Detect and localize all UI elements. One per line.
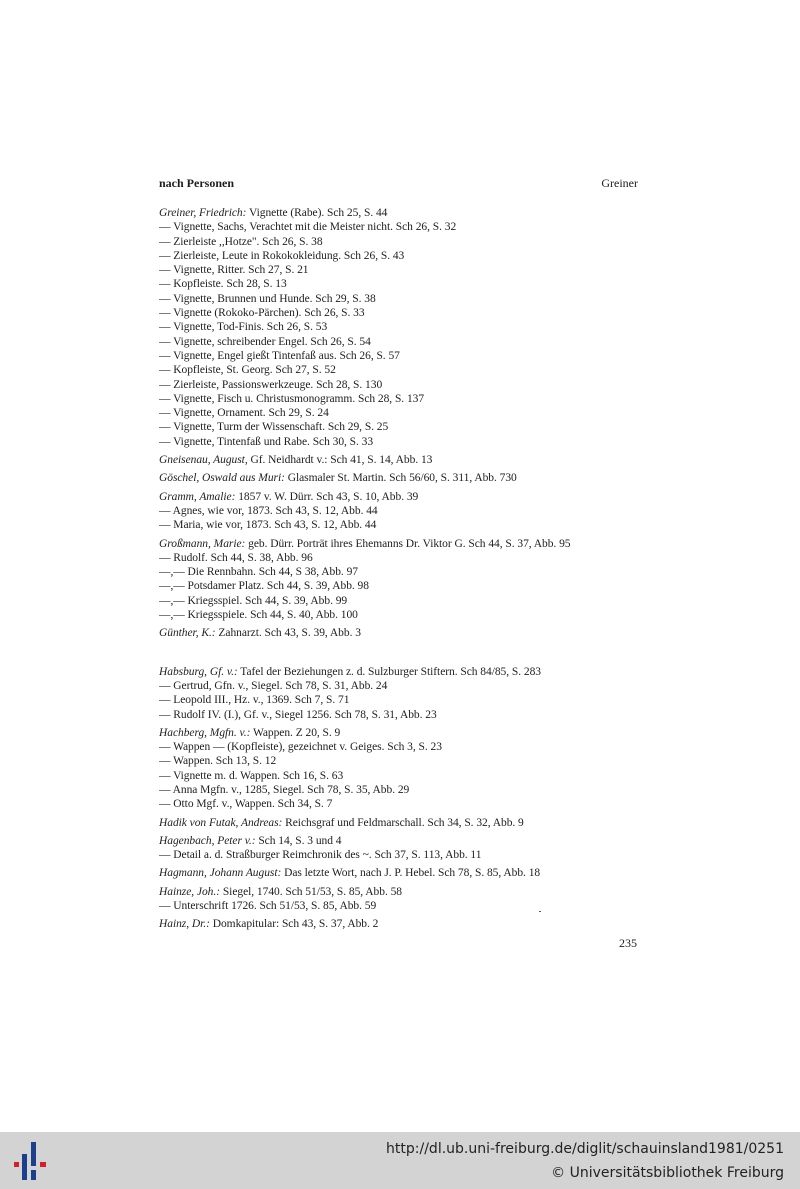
index-entry-line (159, 769, 649, 783)
index-entry-line (159, 471, 649, 485)
index-entry-line (159, 490, 649, 504)
index-entry-line (159, 834, 649, 848)
index-entry-line (159, 848, 649, 862)
index-entry-line (159, 277, 649, 291)
entry-reference-text: Glasmaler St. Martin. Sch 56/60, S. 311, Abb. 730 (284, 472, 517, 485)
entry-person-name: Hadik von Futak, Andreas: (159, 816, 283, 829)
index-entry-line (159, 335, 649, 349)
entry-reference-text: — Detail a. d. Straßburger Reimchronik des ~. Sch 37, S. 113, Abb. 11 (159, 849, 482, 862)
entry-reference-text: Gf. Neidhardt v.: Sch 41, S. 14, Abb. 13 (247, 454, 433, 467)
entry-person-name: Gneisenau, August, (159, 454, 248, 467)
entry-reference-text: Das letzte Wort, nach J. P. Hebel. Sch 78, S. 85, Abb. 18 (281, 867, 541, 880)
running-head-right: Greiner (601, 176, 638, 190)
index-entry-line (159, 754, 649, 768)
page-number: 235 (619, 936, 637, 950)
entry-reference-text: — Maria, wie vor, 1873. Sch 43, S. 12, Abb. 44 (159, 519, 377, 532)
entry-reference-text: 1857 v. W. Dürr. Sch 43, S. 10, Abb. 39 (235, 490, 419, 503)
entry-reference-text: — Vignette, Sachs, Verachtet mit die Meister nicht. Sch 26, S. 32 (159, 221, 457, 234)
index-entry-line (159, 866, 649, 880)
index-entry-line (159, 726, 649, 740)
entry-reference-text: — Rudolf IV. (I.), Gf. v., Siegel 1256. Sch 78, S. 31, Abb. 23 (159, 708, 437, 721)
entry-reference-text: —,— Die Rennbahn. Sch 44, S 38, Abb. 97 (159, 566, 358, 579)
entry-reference-text: — Anna Mgfn. v., 1285, Siegel. Sch 78, S. 35, Abb. 29 (159, 783, 410, 796)
index-entry-line (159, 453, 649, 467)
entry-reference-text: Domkapitular: Sch 43, S. 37, Abb. 2 (209, 918, 379, 931)
entry-reference-text: — Vignette, Tintenfaß und Rabe. Sch 30, S. 33 (159, 435, 374, 448)
index-entry-line (159, 220, 649, 234)
index-entry-line (159, 306, 649, 320)
index-entry-line (159, 783, 649, 797)
index-entry-line (159, 249, 649, 263)
entry-reference-text: —,— Kriegsspiele. Sch 44, S. 40, Abb. 100 (159, 609, 358, 622)
index-entry-line (159, 420, 649, 434)
entry-reference-text: Reichsgraf und Feldmarschall. Sch 34, S. 32, Abb. 9 (282, 816, 524, 829)
scan-speck (539, 911, 541, 912)
index-entry-line (159, 797, 649, 811)
index-entry-line (159, 708, 649, 722)
entry-reference-text: — Gertrud, Gfn. v., Siegel. Sch 78, S. 31, Abb. 24 (159, 679, 388, 692)
entry-reference-text: — Vignette, Ornament. Sch 29, S. 24 (159, 407, 329, 420)
entry-reference-text: — Wappen — (Kopfleiste), gezeichnet v. Geiges. Sch 3, S. 23 (159, 741, 442, 754)
entry-reference-text: — Vignette, schreibender Engel. Sch 26, S. 54 (159, 335, 371, 348)
entry-reference-text: — Zierleiste, Leute in Rokokokleidung. Sch 26, S. 43 (159, 249, 405, 262)
index-entry-line (159, 565, 649, 579)
entry-reference-text: Sch 14, S. 3 und 4 (255, 834, 342, 847)
entry-reference-text: — Agnes, wie vor, 1873. Sch 43, S. 12, Abb. 44 (159, 504, 378, 517)
index-entry-line (159, 693, 649, 707)
entry-person-name: Hagmann, Johann August: (159, 867, 282, 880)
entry-reference-text: Wappen. Z 20, S. 9 (250, 726, 341, 739)
entry-person-name: Hagenbach, Peter v.: (159, 834, 256, 847)
entry-reference-text: —,— Potsdamer Platz. Sch 44, S. 39, Abb. 98 (159, 580, 369, 593)
index-entry-line (159, 235, 649, 249)
entry-person-name: Hachberg, Mgfn. v.: (159, 726, 251, 739)
index-entry-line (159, 378, 649, 392)
index-entry-line (159, 594, 649, 608)
entry-person-name: Günther, K.: (159, 627, 216, 640)
entry-person-name: Greiner, Friedrich: (159, 207, 247, 219)
entry-reference-text: — Vignette, Brunnen und Hunde. Sch 29, S. 38 (159, 292, 376, 305)
entry-reference-text: — Vignette m. d. Wappen. Sch 16, S. 63 (159, 769, 344, 782)
index-entry-line (159, 665, 649, 679)
index-entry-line (159, 206, 649, 220)
index-entries (159, 206, 649, 932)
entry-reference-text: — Vignette, Tod-Finis. Sch 26, S. 53 (159, 321, 328, 334)
index-entry-line (159, 679, 649, 693)
entry-reference-text: — Kopfleiste. Sch 28, S. 13 (159, 278, 287, 291)
index-entry-line (159, 349, 649, 363)
entry-reference-text: — Zierleiste ,,Hotze". Sch 26, S. 38 (159, 235, 323, 248)
index-entry-line (159, 406, 649, 420)
entry-reference-text: — Vignette, Fisch u. Christusmonogramm. Sch 28, S. 137 (159, 392, 425, 405)
index-entry-line (159, 537, 649, 551)
entry-reference-text: — Kopfleiste, St. Georg. Sch 27, S. 52 (159, 364, 336, 377)
index-entry-line (159, 917, 649, 931)
entry-reference-text: — Vignette, Ritter. Sch 27, S. 21 (159, 264, 309, 277)
ub-freiburg-logo-icon (10, 1140, 52, 1182)
index-entry-line (159, 608, 649, 622)
entry-person-name: Hainz, Dr.: (159, 918, 210, 931)
index-entry-line (159, 626, 649, 640)
entry-reference-text: — Zierleiste, Passionswerkzeuge. Sch 28, S. 130 (159, 378, 383, 391)
index-entry-line (159, 899, 649, 913)
entry-reference-text: geb. Dürr. Porträt ihres Ehemanns Dr. Viktor G. Sch 44, S. 37, Abb. 95 (245, 537, 571, 550)
index-entry-line (159, 363, 649, 377)
index-entry-line (159, 292, 649, 306)
entry-person-name: Göschel, Oswald aus Muri: (159, 472, 285, 485)
index-entry-line (159, 263, 649, 277)
entry-reference-text: Zahnarzt. Sch 43, S. 39, Abb. 3 (215, 627, 361, 640)
entry-person-name: Habsburg, Gf. v.: (159, 665, 238, 678)
index-entry-line (159, 392, 649, 406)
entry-reference-text: — Rudolf. Sch 44, S. 38, Abb. 96 (159, 551, 313, 564)
index-entry-line (159, 504, 649, 518)
entry-reference-text: Vignette (Rabe). Sch 25, S. 44 (246, 207, 388, 219)
entry-reference-text: — Vignette, Turm der Wissenschaft. Sch 29, S. 25 (159, 421, 389, 434)
entry-reference-text: Siegel, 1740. Sch 51/53, S. 85, Abb. 58 (220, 885, 403, 898)
index-entry-line (159, 579, 649, 593)
entry-reference-text: — Vignette, Engel gießt Tintenfaß aus. Sch 26, S. 57 (159, 349, 400, 362)
entry-reference-text: — Leopold III., Hz. v., 1369. Sch 7, S. 71 (159, 694, 350, 707)
permalink-url[interactable]: http://dl.ub.uni-freiburg.de/diglit/schauinsland1981/0251 (386, 1141, 784, 1157)
entry-reference-text: — Wappen. Sch 13, S. 12 (159, 755, 277, 768)
index-entry-line (159, 518, 649, 532)
entry-reference-text: — Vignette (Rokoko-Pärchen). Sch 26, S. 33 (159, 307, 365, 320)
entry-reference-text: —,— Kriegsspiel. Sch 44, S. 39, Abb. 99 (159, 594, 348, 607)
running-head-left: nach Personen (159, 176, 234, 190)
entry-person-name: Gramm, Amalie: (159, 490, 236, 503)
entry-person-name: Hainze, Joh.: (159, 885, 220, 898)
index-entry-line (159, 816, 649, 830)
index-entry-line (159, 740, 649, 754)
entry-reference-text: — Otto Mgf. v., Wappen. Sch 34, S. 7 (159, 798, 333, 811)
copyright-notice: © Universitätsbibliothek Freiburg (551, 1165, 784, 1181)
entry-person-name: Großmann, Marie: (159, 537, 246, 550)
index-entry-line (159, 435, 649, 449)
index-entry-line (159, 551, 649, 565)
index-entry-line (159, 320, 649, 334)
index-entry-line (159, 885, 649, 899)
entry-reference-text: — Unterschrift 1726. Sch 51/53, S. 85, Abb. 59 (159, 900, 377, 913)
viewer-footer (0, 1132, 800, 1189)
entry-reference-text: Tafel der Beziehungen z. d. Sulzburger Stiftern. Sch 84/85, S. 283 (237, 665, 541, 678)
